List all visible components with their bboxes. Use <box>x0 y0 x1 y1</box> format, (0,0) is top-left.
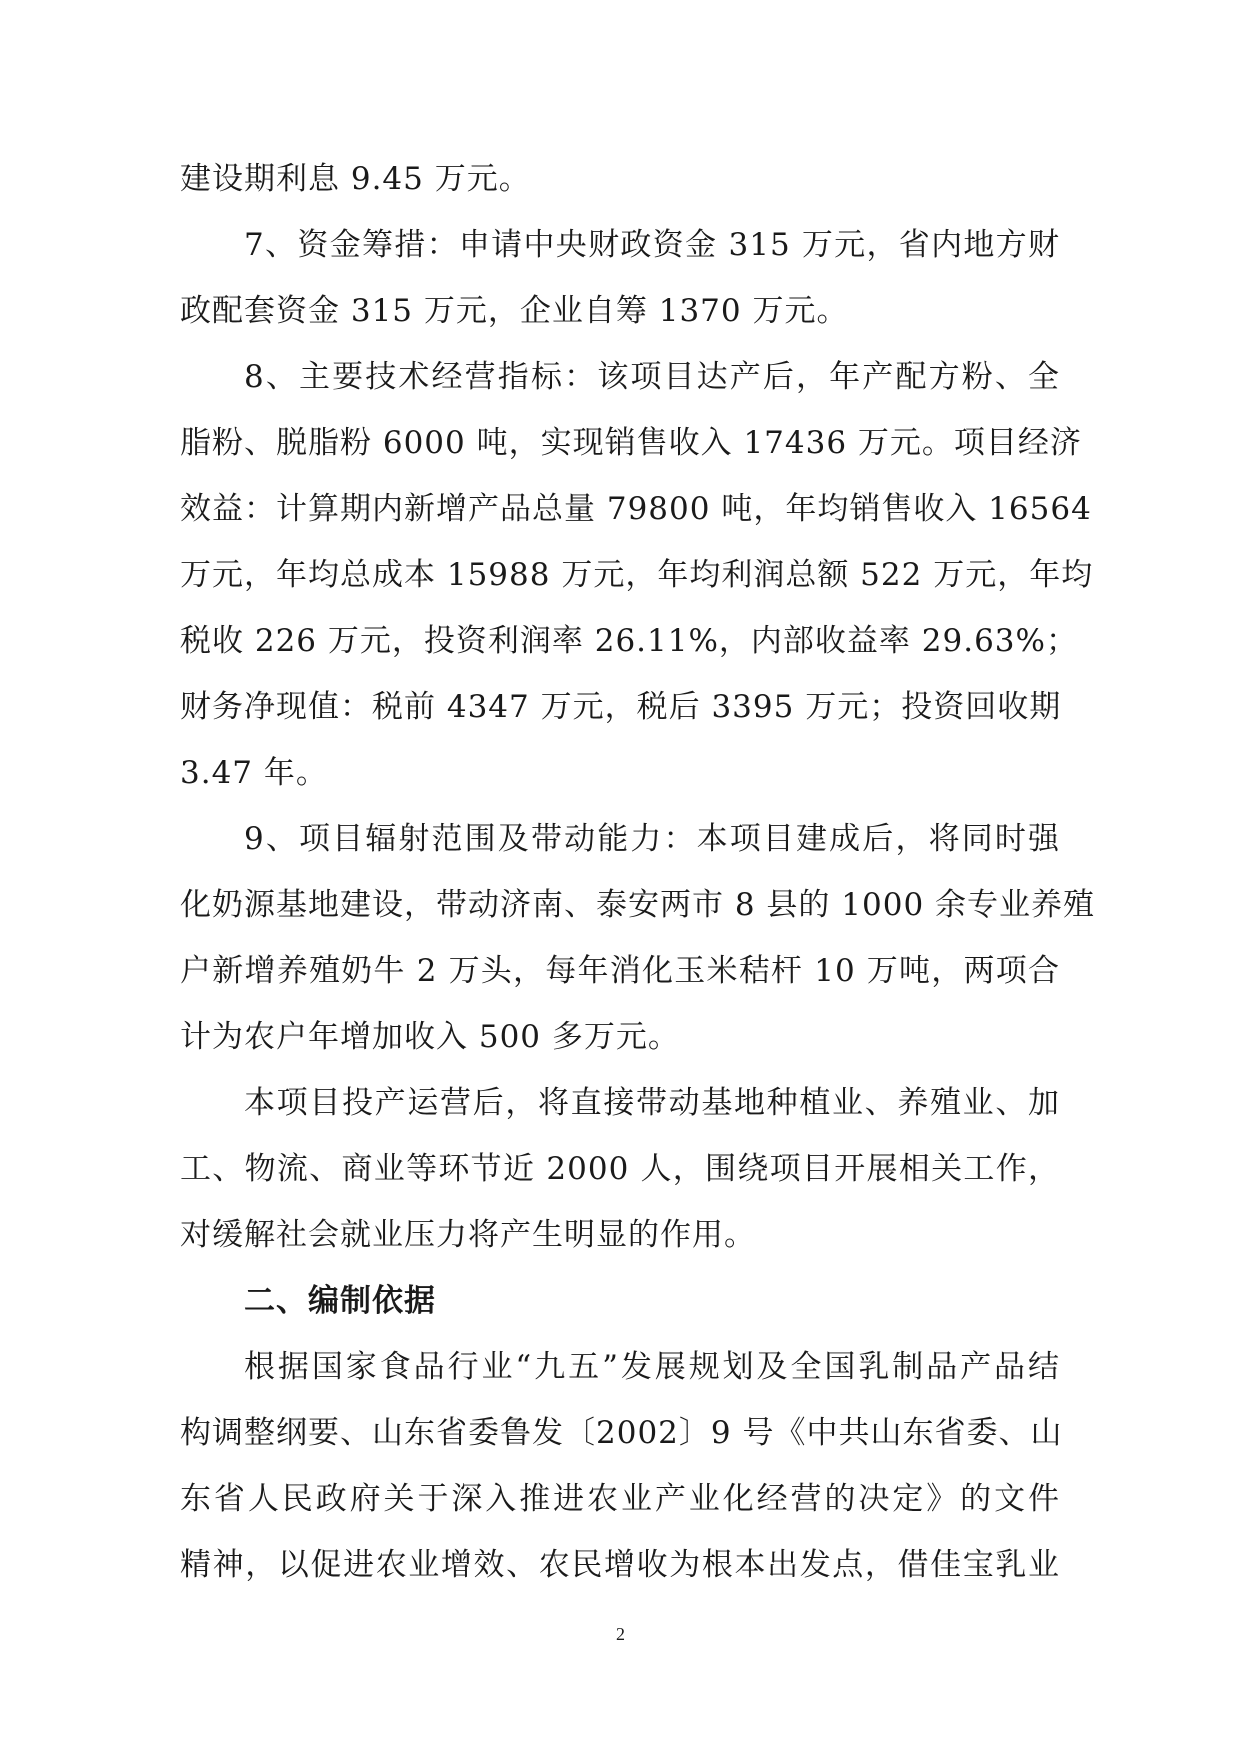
body-text-line: 工、物流、商业等环节近 2000 人，围绕项目开展相关工作， <box>180 1151 1060 1187</box>
body-text-line: 对缓解社会就业压力将产生明显的作用。 <box>180 1217 756 1253</box>
body-text-line: 构调整纲要、山东省委鲁发〔2002〕9 号《中共山东省委、山 <box>180 1415 1063 1451</box>
body-text-line: 9、项目辐射范围及带动能力：本项目建成后，将同时强 <box>244 821 1060 857</box>
body-text-line: 本项目投产运营后，将直接带动基地种植业、养殖业、加 <box>244 1085 1060 1121</box>
section-heading: 二、编制依据 <box>244 1283 436 1319</box>
body-text-line: 7、资金筹措：申请中央财政资金 315 万元，省内地方财 <box>244 227 1060 263</box>
body-text-line: 东省人民政府关于深入推进农业产业化经营的决定》的文件 <box>180 1481 1060 1517</box>
body-text-line: 化奶源基地建设，带动济南、泰安两市 8 县的 1000 余专业养殖 <box>180 887 1096 923</box>
body-text-line: 税收 226 万元，投资利润率 26.11%，内部收益率 29.63%； <box>180 623 1078 659</box>
body-text-line: 3.47 年。 <box>180 755 328 791</box>
body-text-line: 财务净现值：税前 4347 万元，税后 3395 万元；投资回收期 <box>180 689 1062 725</box>
document-body <box>180 146 1096 1598</box>
body-text-line: 根据国家食品行业“九五”发展规划及全国乳制品产品结 <box>244 1349 1060 1385</box>
body-text-line: 8、主要技术经营指标：该项目达产后，年产配方粉、全 <box>244 359 1060 395</box>
body-text-line: 户新增养殖奶牛 2 万头，每年消化玉米秸杆 10 万吨，两项合 <box>180 953 1060 989</box>
body-text-line: 脂粉、脱脂粉 6000 吨，实现销售收入 17436 万元。项目经济 <box>180 425 1082 461</box>
body-text-line: 政配套资金 315 万元，企业自筹 1370 万元。 <box>180 293 849 329</box>
body-text-line: 效益：计算期内新增产品总量 79800 吨，年均销售收入 16564 <box>180 491 1092 527</box>
body-text-line: 建设期利息 9.45 万元。 <box>180 161 531 197</box>
body-text-line: 计为农户年增加收入 500 多万元。 <box>180 1019 680 1055</box>
page-number: 2 <box>616 1624 625 1644</box>
body-text-line: 精神，以促进农业增效、农民增收为根本出发点，借佳宝乳业 <box>180 1547 1060 1583</box>
body-text-line: 万元，年均总成本 15988 万元，年均利润总额 522 万元，年均 <box>180 557 1094 593</box>
